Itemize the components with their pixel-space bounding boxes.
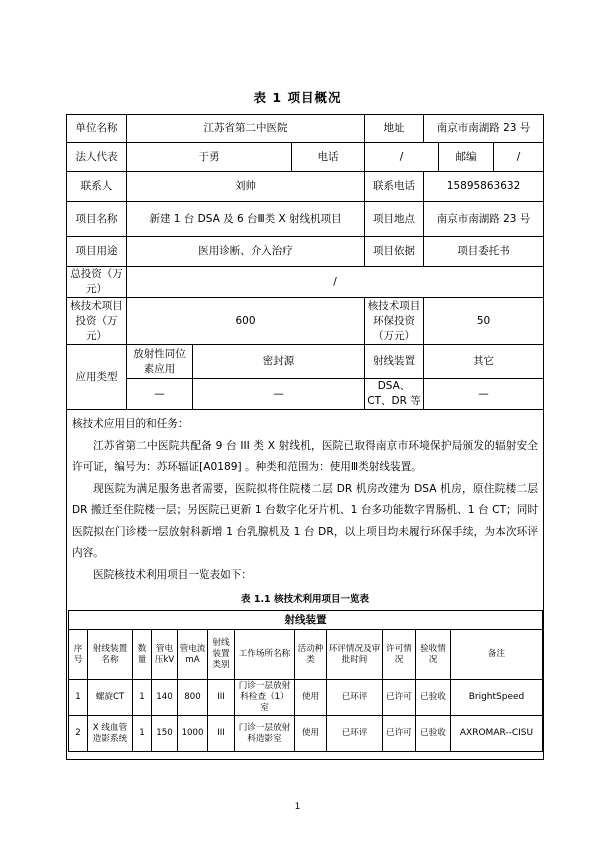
nuclear-investment-label: 核技术项目投资（万元） <box>67 298 127 345</box>
basis-value: 项目委托书 <box>424 237 544 267</box>
section-header: 射线装置 <box>69 611 543 630</box>
application-purpose-section <box>67 410 544 760</box>
cell: 1000 <box>178 716 208 752</box>
header-cell: 管电流mA <box>178 630 208 680</box>
project-overview-table <box>66 114 544 760</box>
legal-rep-label: 法人代表 <box>67 143 127 172</box>
header-cell: 环评情况及审批时间 <box>327 630 383 680</box>
env-investment-label: 核技术项目环保投资（万元） <box>365 298 424 345</box>
phone-postcode-cell <box>365 143 544 172</box>
unit-label: 单位名称 <box>67 115 127 143</box>
paragraph-3: 医院核技术利用项目一览表如下： <box>93 568 252 581</box>
header-cell: 活动种类 <box>295 630 327 680</box>
radioisotope-value: — <box>127 379 193 410</box>
total-investment-value: / <box>127 267 544 298</box>
cell: 140 <box>152 680 178 716</box>
cell: 门诊一层放射科检查（1）室 <box>235 680 295 716</box>
application-type-label: 应用类型 <box>67 345 127 410</box>
header-cell: 射线装置名称 <box>88 630 133 680</box>
project-list-table <box>68 610 543 752</box>
nuclear-investment-value: 600 <box>127 298 365 345</box>
purpose-label: 项目用途 <box>67 237 127 267</box>
subtable-caption: 表 1.1 核技术利用项目一览表 <box>241 594 369 605</box>
cell: 已许可 <box>383 680 416 716</box>
cell: 2 <box>69 716 88 752</box>
contact-phone-value: 15895863632 <box>424 172 544 202</box>
other-value: — <box>424 379 544 410</box>
cell: BrightSpeed <box>451 680 543 716</box>
cell: 螺旋CT <box>88 680 133 716</box>
cell: 门诊一层放射科造影室 <box>235 716 295 752</box>
cell: III <box>208 680 235 716</box>
env-investment-value: 50 <box>424 298 544 345</box>
postcode-value: / <box>516 150 521 163</box>
paragraph-1: 江苏省第二中医院共配备 9 台 III 类 X 射线机，医院已取得南京市环境保护局颁发的辐射安全许可证，编号为：苏环辐证[A0189] 。种类和范围为：使用Ⅲ类射线装置。 <box>72 439 539 473</box>
page-title: 表 1 项目概况 <box>253 90 342 105</box>
cell: 已验收 <box>416 716 451 752</box>
total-investment-label: 总投资（万元） <box>67 267 127 298</box>
cell: 已许可 <box>383 716 416 752</box>
radioisotope-label: 放射性同位素应用 <box>127 345 193 379</box>
contact-phone-label: 联系电话 <box>365 172 424 202</box>
page-number: 1 <box>294 802 301 812</box>
cell: 使用 <box>295 680 327 716</box>
project-name-label: 项目名称 <box>67 202 127 237</box>
section-heading: 核技术应用目的和任务： <box>72 418 189 430</box>
project-site-value: 南京市南湖路 23 号 <box>424 202 544 237</box>
sealed-source-value: — <box>193 379 365 410</box>
purpose-value: 医用诊断、介入治疗 <box>127 237 365 267</box>
header-cell: 管电压kV <box>152 630 178 680</box>
cell: 150 <box>152 716 178 752</box>
sealed-source-label: 密封源 <box>193 345 365 379</box>
other-label: 其它 <box>424 345 544 379</box>
table-row <box>69 680 543 716</box>
phone-label: 电话 <box>292 143 365 172</box>
header-cell: 验收情况 <box>416 630 451 680</box>
header-cell: 数量 <box>133 630 152 680</box>
cell: 已验收 <box>416 680 451 716</box>
table-header-row <box>69 630 543 680</box>
contact-label: 联系人 <box>67 172 127 202</box>
basis-label: 项目依据 <box>365 237 424 267</box>
unit-value: 江苏省第二中医院 <box>127 115 365 143</box>
contact-value: 刘帅 <box>127 172 365 202</box>
address-value: 南京市南湖路 23 号 <box>424 115 544 143</box>
cell: 使用 <box>295 716 327 752</box>
ray-device-value: DSA、CT、DR 等 <box>365 379 424 410</box>
project-site-label: 项目地点 <box>365 202 424 237</box>
cell: 1 <box>69 680 88 716</box>
header-cell: 序号 <box>69 630 88 680</box>
cell: 800 <box>178 680 208 716</box>
ray-device-label: 射线装置 <box>365 345 424 379</box>
address-label: 地址 <box>365 115 424 143</box>
phone-value: / <box>365 143 439 171</box>
postcode-label: 邮编 <box>439 143 494 171</box>
cell: 已环评 <box>327 680 383 716</box>
cell: III <box>208 716 235 752</box>
table-row <box>69 716 543 752</box>
legal-rep-value: 于勇 <box>127 143 292 172</box>
header-cell: 工作场所名称 <box>235 630 295 680</box>
header-cell: 备注 <box>451 630 543 680</box>
cell: X 线血管造影系统 <box>88 716 133 752</box>
cell: 1 <box>133 680 152 716</box>
project-name-value: 新建 1 台 DSA 及 6 台Ⅲ类 X 射线机项目 <box>127 202 365 237</box>
cell: 已环评 <box>327 716 383 752</box>
cell: AXROMAR--CISU <box>451 716 543 752</box>
paragraph-2: 现医院为满足服务患者需要，医院拟将住院楼二层 DR 机房改建为 DSA 机房，原住院楼二层 DR 搬迁至住院楼一层；另医院已更新 1 台数字化牙片机、1 台多功能数字胃肠机、1 台 CT；同时医院拟在门诊楼一层放射科新增 1 台乳腺机及 1 台 DR，以上项目均未履行环保手续，为本次环评内容。 <box>72 482 539 559</box>
header-cell: 射线装置类别 <box>208 630 235 680</box>
header-cell: 许可情况 <box>383 630 416 680</box>
cell: 1 <box>133 716 152 752</box>
